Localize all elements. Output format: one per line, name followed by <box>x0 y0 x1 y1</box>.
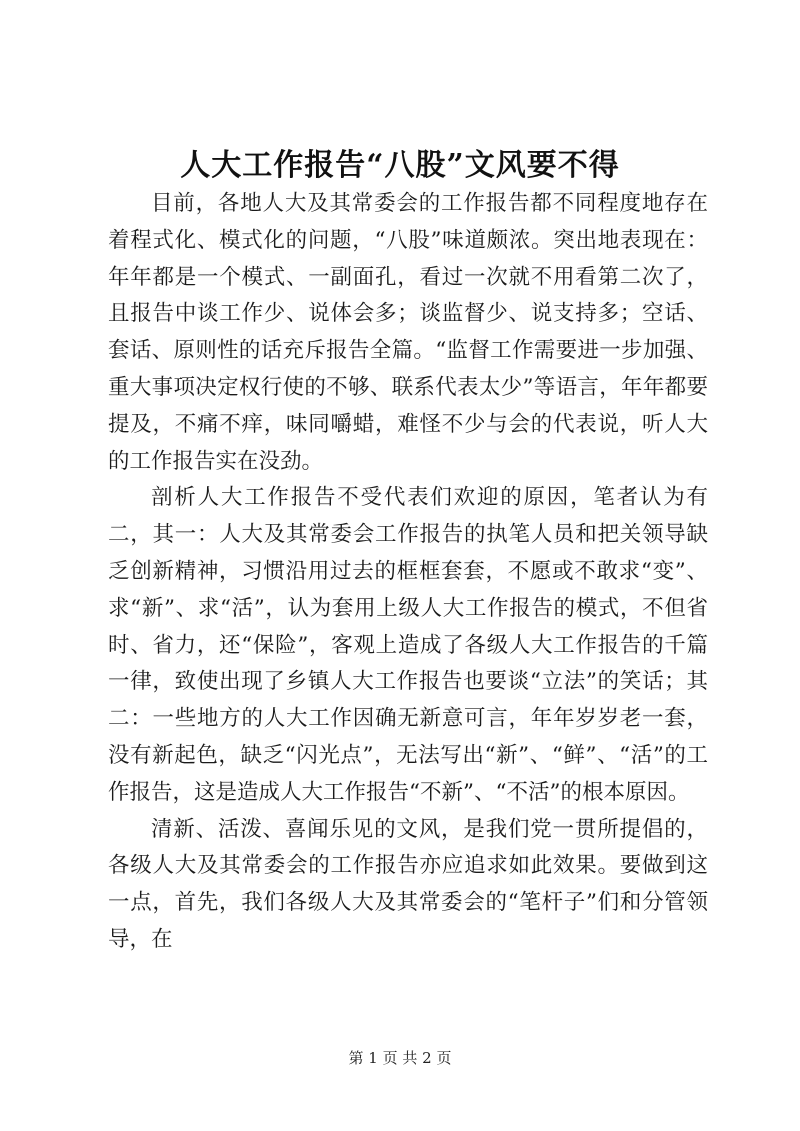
paragraph-1: 目前，各地人大及其常委会的工作报告都不同程度地存在着程式化、模式化的问题，“八股”味道颇浓。突出地表现在：年年都是一个模式、一副面孔，看过一次就不用看第二次了，且报告中谈工作少、说体会多；谈监督少、说支持多；空话、套话、原则性的话充斥报告全篇。“监督工作需要进一步加强、重大事项决定权行使的不够、联系代表太少”等语言，年年都要提及，不痛不痒，味同嚼蜡，难怪不少与会的代表说，听人大的工作报告实在没劲。 <box>108 191 708 474</box>
document-body <box>108 186 708 959</box>
page-footer: 第 1 页 共 2 页 <box>348 1049 452 1067</box>
paragraph-3: 清新、活泼、喜闻乐见的文风，是我们党一贯所提倡的，各级人大及其常委会的工作报告亦应追求如此效果。要做到这一点，首先，我们各级人大及其常委会的“笔杆子”们和分管领导，在 <box>108 816 708 952</box>
paragraph-2: 剖析人大工作报告不受代表们欢迎的原因，笔者认为有二，其一：人大及其常委会工作报告的执笔人员和把关领导缺乏创新精神，习惯沿用过去的框框套套，不愿或不敢求“变”、求“新”、求“活”，认为套用上级人大工作报告的模式，不但省时、省力，还“保险”，客观上造成了各级人大工作报告的千篇一律，致使出现了乡镇人大工作报告也要谈“立法”的笑话；其二：一些地方的人大工作因确无新意可言，年年岁岁老一套，没有新起色，缺乏“闪光点”，无法写出“新”、“鲜”、“活”的工作报告，这是造成人大工作报告“不新”、“不活”的根本原因。 <box>108 485 708 805</box>
document-title: 人大工作报告“八股”文风要不得 <box>180 148 620 183</box>
